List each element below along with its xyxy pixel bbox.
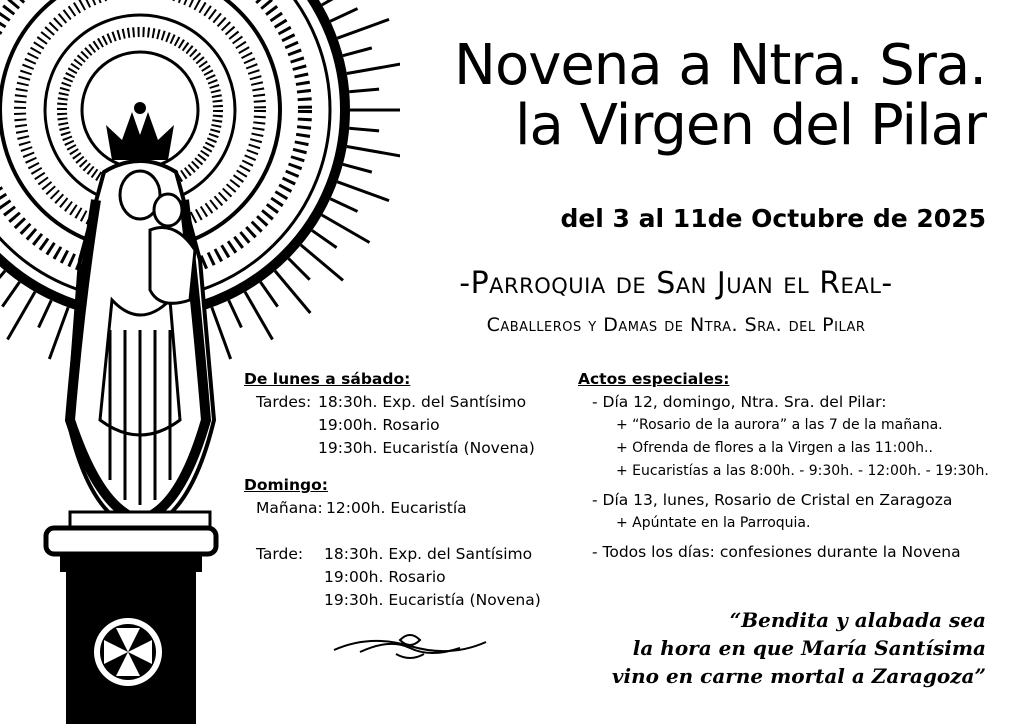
page-title <box>454 33 986 158</box>
weekday-heading: De lunes a sábado: <box>244 370 411 388</box>
sunday-afternoon-item-1: 18:30h. Exp. del Santísimo <box>324 545 533 563</box>
ornament-flourish <box>330 628 490 664</box>
virgin-del-pilar-illustration <box>0 0 400 724</box>
parish-name: -Parroquia de San Juan el Real- <box>459 266 893 301</box>
special-day13-item-1: + Apúntate en la Parroquia. <box>616 515 811 531</box>
sunday-morning-label: Mañana: <box>256 499 323 517</box>
sunday-afternoon-label: Tarde: <box>256 545 304 563</box>
title-line-2: la Virgen del Pilar <box>515 93 986 158</box>
weekday-item-1: 18:30h. Exp. del Santísimo <box>318 393 527 411</box>
weekday-schedule <box>244 368 535 460</box>
special-events <box>578 368 988 564</box>
weekday-item-2: 19:00h. Rosario <box>318 416 440 434</box>
special-day12-item-3: + Eucaristías a las 8:00h. - 9:30h. - 12:00h. - 19:30h. <box>616 463 989 479</box>
devotional-quote <box>612 606 986 690</box>
special-daily: - Todos los días: confesiones durante la Novena <box>592 543 961 561</box>
novena-dates: del 3 al 11de Octubre de 2025 <box>560 204 986 233</box>
weekday-label: Tardes: <box>256 393 312 411</box>
special-day12-item-2: + Ofrenda de flores a la Virgen a las 11:00h.. <box>616 440 933 456</box>
sunday-schedule <box>244 474 541 612</box>
quote-line-3: vino en carne mortal a Zaragoza” <box>611 664 986 688</box>
sunday-heading: Domingo: <box>244 476 328 494</box>
quote-line-1: “Bendita y alabada sea <box>729 608 986 632</box>
special-day13: - Día 13, lunes, Rosario de Cristal en Zaragoza <box>592 491 953 509</box>
special-day12: - Día 12, domingo, Ntra. Sra. del Pilar: <box>592 393 887 411</box>
quote-line-2: la hora en que María Santísima <box>632 636 986 660</box>
organizers: Caballeros y Damas de Ntra. Sra. del Pilar <box>486 314 866 336</box>
weekday-item-3: 19:30h. Eucaristía (Novena) <box>318 439 535 457</box>
sunday-afternoon-item-2: 19:00h. Rosario <box>324 568 446 586</box>
sunday-morning-item: 12:00h. Eucaristía <box>326 499 467 517</box>
sunday-afternoon-item-3: 19:30h. Eucaristía (Novena) <box>324 591 541 609</box>
special-heading: Actos especiales: <box>578 370 730 388</box>
special-day12-item-1: + “Rosario de la aurora” a las 7 de la mañana. <box>616 417 943 433</box>
title-line-1: Novena a Ntra. Sra. <box>454 33 986 98</box>
